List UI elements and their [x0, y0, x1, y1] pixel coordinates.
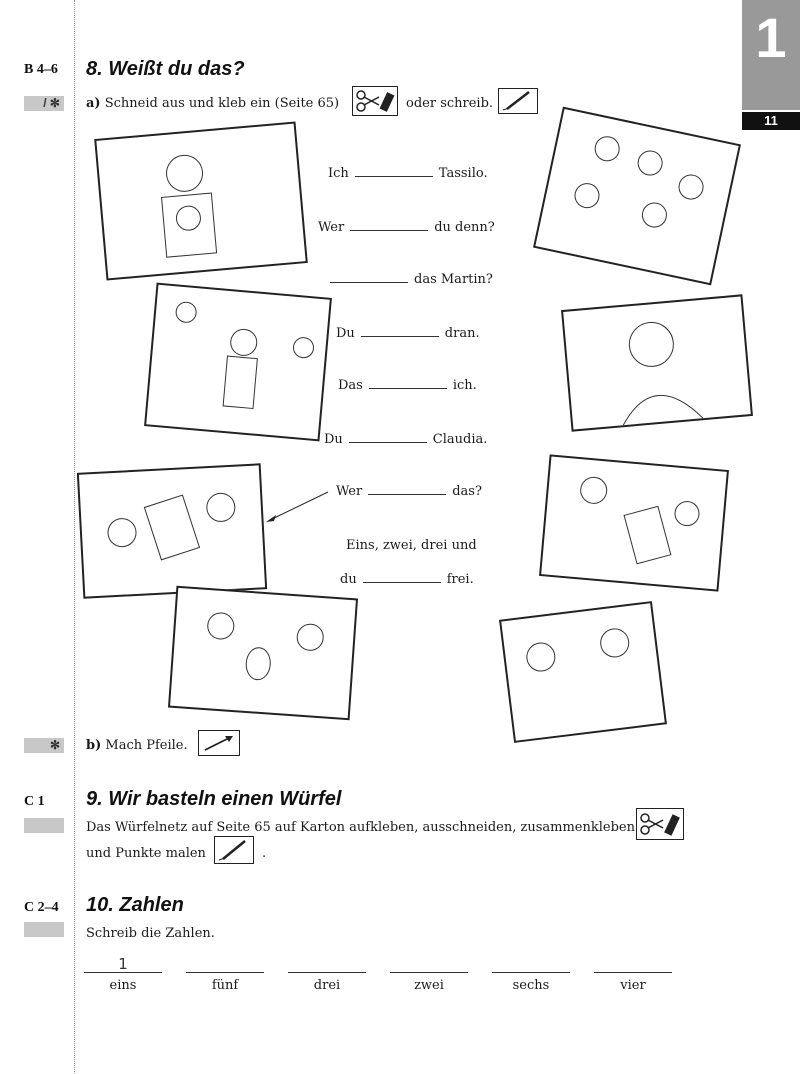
number-word: eins — [109, 978, 137, 993]
sentence-3: das Martin? — [324, 272, 493, 287]
answer-blank[interactable] — [350, 220, 428, 231]
answer-blank[interactable] — [355, 166, 433, 177]
number-answer-line[interactable] — [492, 972, 570, 973]
ex10-instruction: Schreib die Zahlen. — [86, 926, 215, 941]
arrow-icon — [198, 730, 240, 756]
number-answer-line[interactable] — [390, 972, 468, 973]
ex8-b-instruction: b) Mach Pfeile. — [86, 738, 188, 753]
ex10-level-tag — [24, 922, 64, 937]
answer-blank[interactable] — [369, 378, 447, 389]
ex8-level-tag: / ✻ — [24, 96, 64, 111]
example-arrow — [262, 488, 332, 526]
ex9-title: 9. Wir basteln einen Würfel — [86, 788, 342, 810]
number-word: vier — [620, 978, 646, 993]
illustration-kids-with-drawing — [77, 463, 267, 598]
ex9-text-end: . — [262, 846, 267, 861]
sentence-6: Du Claudia. — [324, 432, 488, 447]
number-answer-line[interactable] — [186, 972, 264, 973]
illustration-girl-with-wreath — [168, 586, 358, 720]
ex9-reference: C 1 — [24, 794, 45, 809]
number-answer-line[interactable] — [84, 972, 162, 973]
number-word: sechs — [512, 978, 550, 993]
sentence-5: Das ich. — [338, 378, 477, 393]
number-answer-line[interactable] — [288, 972, 366, 973]
chapter-number: 1 — [755, 6, 787, 69]
illustration-boy-with-photo — [94, 121, 308, 280]
ex9-level-tag — [24, 818, 64, 833]
number-word: drei — [313, 978, 341, 993]
scissors-glue-icon — [352, 86, 398, 116]
ex8-a-instruction — [86, 96, 339, 111]
ex9-text-line2: und Punkte malen — [86, 846, 206, 861]
ex8-a-label: a) — [86, 96, 101, 111]
ex9-text-line1: Das Würfelnetz auf Seite 65 auf Karton aufkleben, ausschneiden, zusammenkleben — [86, 820, 635, 835]
answer-blank[interactable] — [330, 272, 408, 283]
answer-blank[interactable] — [368, 484, 446, 495]
scissors-glue-icon — [636, 808, 684, 840]
margin-divider — [74, 0, 75, 1074]
answer-blank[interactable] — [361, 326, 439, 337]
sentence-7: Wer das? — [336, 484, 482, 499]
ex10-reference: C 2–4 — [24, 900, 59, 915]
number-word: zwei — [414, 978, 444, 993]
pen-icon — [498, 88, 538, 114]
ex8-b-level-tag: ✻ — [24, 738, 64, 753]
number-answer-line[interactable] — [594, 972, 672, 973]
ex8-title: 8. Weißt du das? — [86, 58, 245, 80]
illustration-two-girls — [499, 601, 667, 743]
page-number: 11 — [742, 112, 800, 130]
sentence-1: Ich Tassilo. — [328, 166, 488, 181]
sentence-2: Wer du denn? — [318, 220, 495, 235]
chapter-tab — [742, 0, 800, 110]
pen-icon — [214, 836, 254, 864]
ex10-title: 10. Zahlen — [86, 894, 184, 916]
example-answer: 1 — [118, 955, 128, 973]
illustration-boy-pointing-at-picture — [539, 454, 729, 591]
answer-blank[interactable] — [363, 572, 441, 583]
illustration-boy-portrait — [561, 294, 753, 431]
illustration-blindfold-game — [144, 283, 332, 442]
illustration-group-of-kids — [533, 107, 741, 286]
sentence-4: Du dran. — [336, 326, 480, 341]
ex8-a-text: Schneid aus und kleb ein (Seite 65) — [104, 96, 340, 111]
answer-blank[interactable] — [349, 432, 427, 443]
sentence-9: du frei. — [340, 572, 474, 587]
number-word: fünf — [211, 978, 239, 993]
ex8-reference: B 4–6 — [24, 62, 58, 77]
sentence-8: Eins, zwei, drei und — [346, 538, 477, 553]
ex8-a-or: oder schreib. — [406, 96, 494, 111]
